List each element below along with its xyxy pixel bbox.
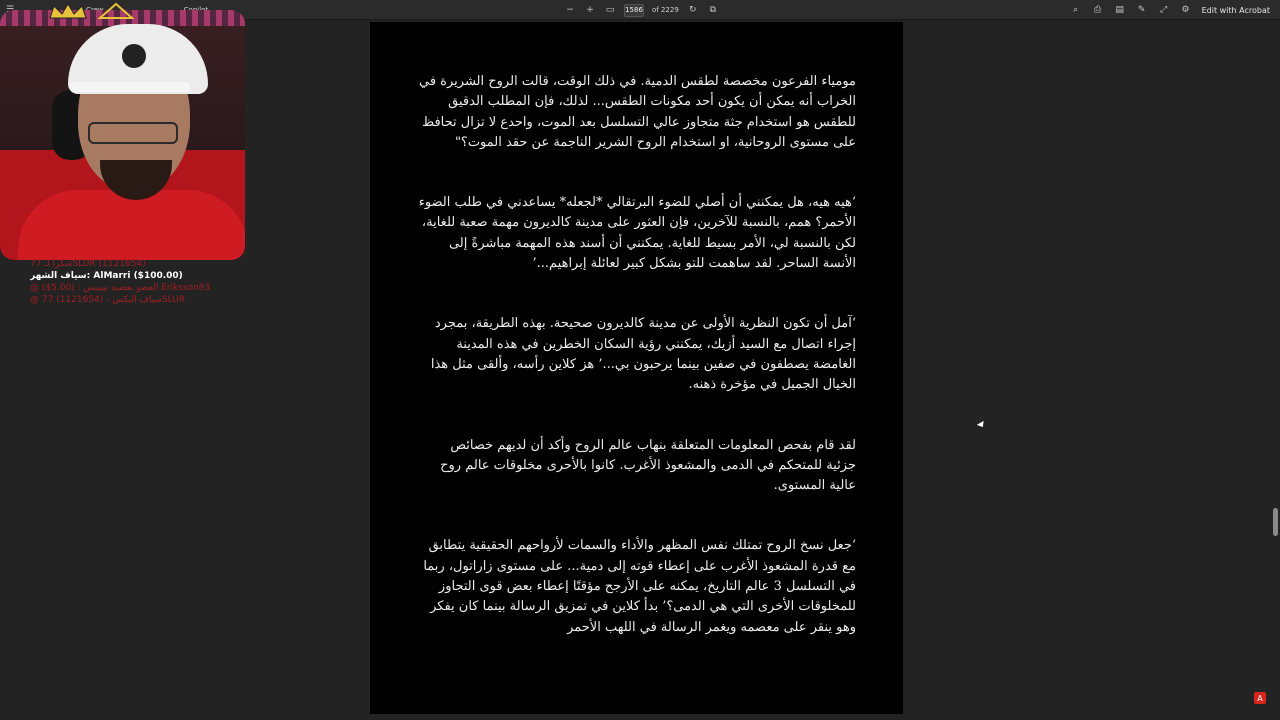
mouse-cursor-icon	[977, 421, 986, 429]
toolbar-right	[1070, 0, 1270, 20]
donation-line: @ سياف البكس - (1121654) 77SLUR	[30, 295, 185, 305]
page-text-block	[418, 72, 856, 678]
donation-top-line: شكراً لـ 77SLUR (1121654)	[30, 259, 146, 269]
paragraph: ‘جعل نسخ الروح تمتلك نفس المظهر والأداء والسمات لأرواحهم الحقيقية يتطابق مع قدرة المشعوذ الأغرب على إعطاء قوته إلى دمية... على مستوى زاراتول، ربما في التسلسل 3 عالم التاريخ، يمكنه على الأرجح مؤقتًا إعطاء بعض قوى التجاوز للمخلوقات الأخرى التي هي الدمى؟’ بدأ كلاين في تمزيق الرسالة بينما كان يفكر وهو ينقر على معصمه ويغمر الرسالة في اللهب الأحمر	[423, 538, 856, 635]
document-page	[370, 22, 903, 714]
paragraph: مومياء الفرعون مخصصة لطقس الدمية. في ذلك الوقت، قالت الروح الشريرة في الخراب أنه يمكن أن يكون أحد مكونات الطقس... لذلك، فإن المطلب الدقيق للطقس هو استخدام جثة متجاوز عالي التسلسل بعد الموت، واحدع لا تزال تحافظ على مستوى الروحانية، او استخدام الروح الشرير الناجمة عن حقد الموت؟"	[419, 74, 856, 150]
gear-icon[interactable]: ⚙	[1181, 4, 1190, 15]
vertical-scrollbar[interactable]	[1273, 22, 1278, 714]
rotate-icon[interactable]: ↻	[689, 4, 697, 15]
comment-icon[interactable]: ▤	[1115, 4, 1124, 15]
paragraph: لقد قام بفحص المعلومات المتعلقة بنهاب عالم الروح وأكد أن لديهم خصائص جزئية للمتحكم في الدمى والمشعوذ الأغرب. كانوا بالأحرى مخلوقات عالم روح عالية المستوى.	[440, 437, 856, 494]
page-total: of 2229	[652, 6, 679, 14]
paragraph: ‘هيه هيه، هل يمكنني أن أصلي للضوء البرتقالي *لجعله* يساعدني في طلب الضوء الأحمر؟ همم، بالنسبة للآخرين، فإن العثور على مدينة كالديرون مهمة صعبة للغاية، لكن بالنسبة لي، الأمر بسيط للغاية. يمكنني أن أسند هذه المهمة مباشرةً إلى الأنسة الساحر. لقد ساهمت للتو بشكل كبير لعائلة إبراهيم...’	[418, 195, 856, 272]
crown-logo-icon-2	[96, 2, 136, 20]
zoom-in-icon[interactable]: +	[586, 4, 594, 15]
donation-line: سياف الشهر: AlMarri ($100.00)	[30, 271, 183, 281]
page-number-input[interactable]: 1586	[624, 4, 644, 17]
webcam-cap-brim	[70, 82, 190, 92]
edit-with-acrobat-button[interactable]: Edit with Acrobat	[1201, 5, 1270, 15]
webcam-glasses	[88, 122, 178, 144]
donation-line: @ العضو بعضية بيبيتس : (5.00$) Eriksson83	[30, 283, 211, 293]
search-icon[interactable]: ⌕	[1073, 4, 1079, 15]
webcam-hoodie	[18, 190, 245, 260]
print-icon[interactable]: ⎙	[1093, 4, 1102, 15]
fit-page-icon[interactable]: ▭	[605, 4, 615, 15]
webcam-cap-logo	[122, 44, 146, 68]
donation-list	[30, 258, 230, 306]
webcam-overlay	[0, 10, 245, 260]
page-view-icon[interactable]: ⧉	[709, 4, 717, 15]
zoom-out-icon[interactable]: −	[566, 4, 574, 15]
expand-icon[interactable]: ⤢	[1159, 4, 1168, 15]
crown-logo-icon	[48, 2, 88, 20]
scrollbar-thumb[interactable]	[1273, 508, 1278, 536]
acrobat-icon[interactable]: A	[1254, 692, 1266, 704]
sign-icon[interactable]: ✎	[1137, 4, 1146, 15]
paragraph: ‘آمل أن تكون النظرية الأولى عن مدينة كالديرون صحيحة. بهذه الطريقة، بمجرد إجراء اتصال مع السيد أزيك، يمكنني رؤية السكان الخطرين في هذه المدينة الغامضة يصطفون في صفين بينما يرحبون بي...’ هز كلاين رأسه، وألقى مثل هذا الخيال الجميل في مؤخرة ذهنه.	[430, 316, 856, 393]
toolbar-center	[564, 0, 719, 20]
overlay-logos	[48, 2, 136, 20]
